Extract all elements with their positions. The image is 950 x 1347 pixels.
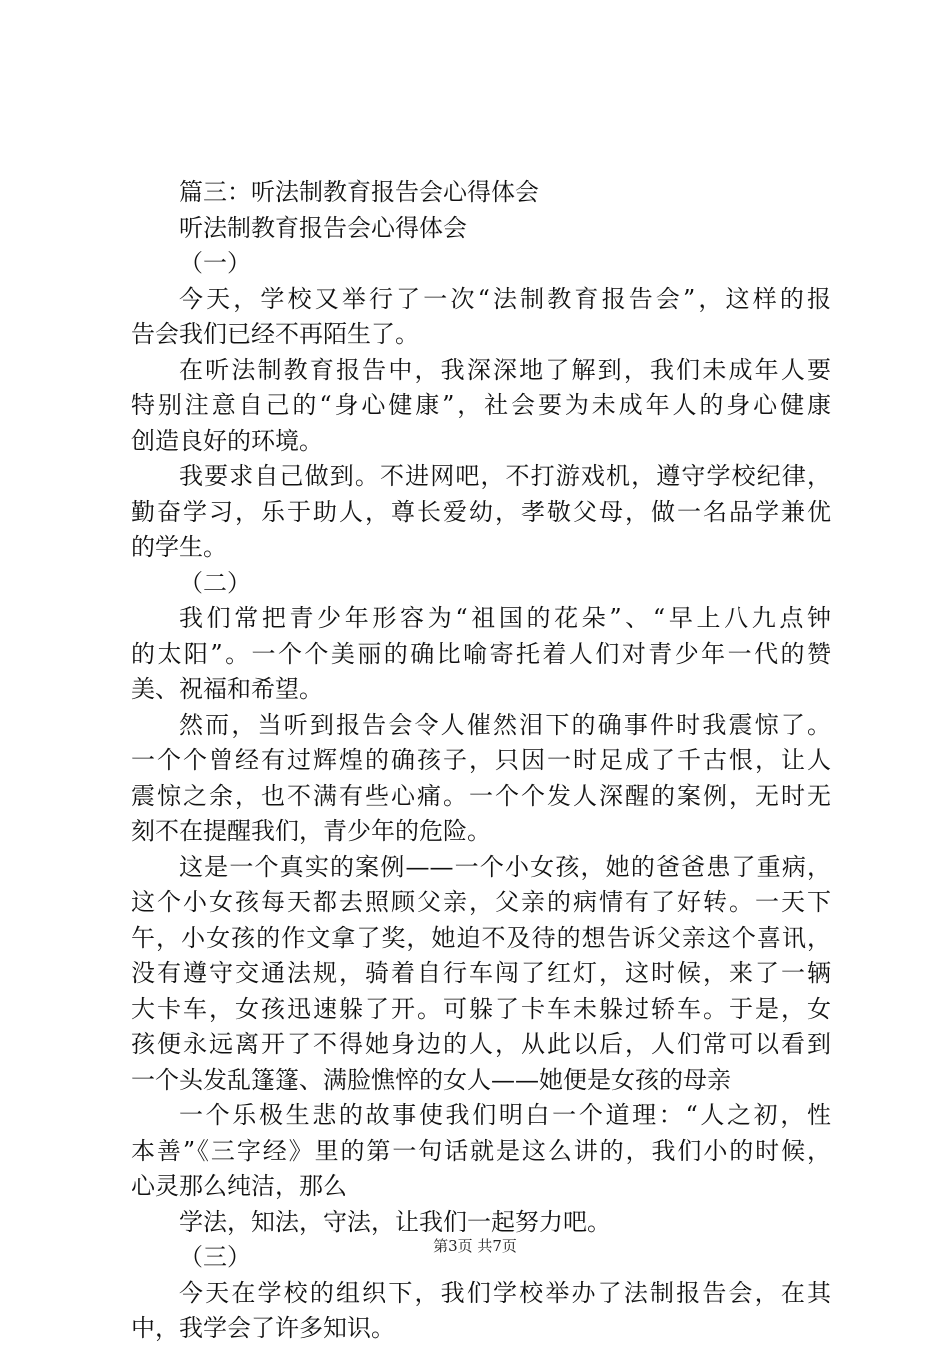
- text-line: 我们常把青少年形容为“祖国的花朵”、“早上八九点钟: [179, 604, 831, 632]
- text-line: 没有遵守交通法规，骑着自行车闯了红灯，这时候，来了一辆: [131, 959, 831, 987]
- text-line: 大卡车，女孩迅速躲了开。可躲了卡车未躲过轿车。于是，女: [131, 994, 831, 1023]
- text-line: 篇三：听法制教育报告会心得体会: [179, 178, 539, 206]
- text-line: 心灵那么纯洁，那么: [131, 1172, 347, 1200]
- text-line: 创造良好的环境。: [131, 426, 323, 455]
- text-line: 美、祝福和希望。: [131, 675, 323, 703]
- text-line: 孩便永远离开了不得她身边的人，从此以后，人们常可以看到: [131, 1030, 831, 1058]
- text-line: 然而，当听到报告会令人催然泪下的确事件时我震惊了。: [179, 710, 831, 739]
- text-line: 在听法制教育报告中，我深深地了解到，我们未成年人要: [179, 355, 831, 384]
- text-line: 勤奋学习，乐于助人，尊长爱幼，孝敬父母，做一名品学兼优: [131, 497, 831, 526]
- text-line: 听法制教育报告会心得体会: [179, 213, 467, 242]
- page-footer: 第3页 共7页: [433, 1237, 517, 1255]
- text-line: 本善”《三字经》里的第一句话就是这么讲的，我们小的时候，: [131, 1136, 831, 1165]
- text-line: 中，我学会了许多知识。: [131, 1314, 395, 1342]
- text-line: 告会我们已经不再陌生了。: [131, 320, 419, 348]
- text-line: 今天在学校的组织下，我们学校举办了法制报告会，在其: [179, 1278, 831, 1307]
- text-line: 的太阳”。一个个美丽的确比喻寄托着人们对青少年一代的赞: [131, 639, 831, 668]
- text-line: 一个头发乱篷篷、满脸憔悴的女人——她便是女孩的母亲: [131, 1065, 731, 1094]
- text-line: 学法，知法，守法，让我们一起努力吧。: [179, 1207, 611, 1236]
- text-line: 一个个曾经有过辉煌的确孩子，只因一时足成了千古恨，让人: [131, 746, 831, 774]
- text-line: 我要求自己做到。不进网吧，不打游戏机，遵守学校纪律，: [179, 462, 831, 490]
- text-line: 这个小女孩每天都去照顾父亲，父亲的病情有了好转。一天下: [131, 888, 831, 916]
- text-line: 特别注意自己的“身心健康”，社会要为未成年人的身心健康: [131, 391, 831, 419]
- text-line: 午，小女孩的作文拿了奖，她迫不及待的想告诉父亲这个喜讯，: [131, 923, 831, 952]
- text-line: （三）: [179, 1243, 251, 1271]
- text-line: （二）: [179, 568, 251, 597]
- document-body: [131, 175, 831, 1347]
- text-line: 震惊之余，也不满有些心痛。一个个发人深醒的案例，无时无: [131, 781, 831, 810]
- text-line: 今天，学校又举行了一次“法制教育报告会”，这样的报: [179, 284, 831, 313]
- text-line: 这是一个真实的案例——一个小女孩，她的爸爸患了重病，: [179, 852, 831, 881]
- text-line: （一）: [179, 249, 251, 277]
- text-line: 刻不在提醒我们，青少年的危险。: [131, 817, 491, 845]
- text-line: 一个乐极生悲的故事使我们明白一个道理：“人之初，性: [179, 1101, 831, 1129]
- text-line: 的学生。: [131, 533, 227, 561]
